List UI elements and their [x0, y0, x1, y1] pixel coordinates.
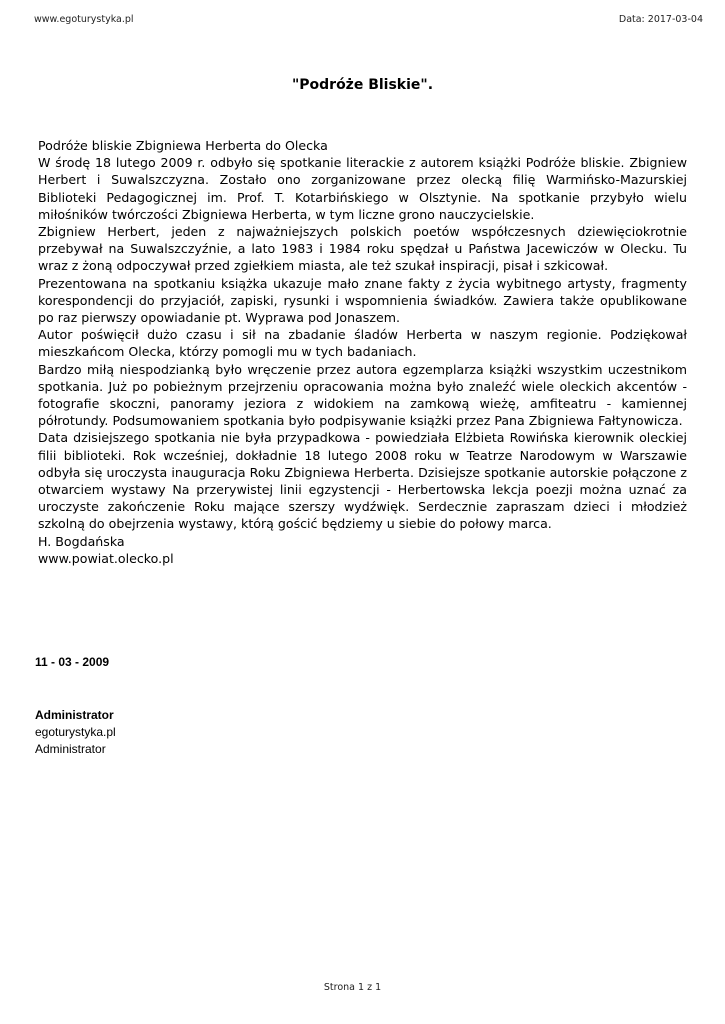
article-subtitle: Podróże bliskie Zbigniewa Herberta do Olecka [38, 138, 328, 153]
article-paragraph: Bardzo miłą niespodzianką było wręczenie przez autora egzemplarza książki wszystkim uczestnikom spotkania. Już po pobieżnym przejrzeniu opracowania można było znaleźć wiele oleckich akcentów - fotografie skoczni, panoramy jeziora z widokiem na zamkową wieżę, amfiteatru - kamiennej półrotundy. Podsumowaniem spotkania było podpisywanie książki przez Pana Zbigniewa Fałtynowicza. [38, 361, 687, 429]
article-paragraph: Zbigniew Herbert, jeden z najważniejszych polskich poetów współczesnych dziewięciokrotnie przebywał na Suwalszczyźnie, a lato 1983 i 1984 roku spędzał u Państwa Jacewiczów w Olecku. Tu wraz z żoną odpoczywał przed zgiełkiem miasta, ale też szukał inspiracji, pisał i szkicował. [38, 224, 687, 274]
header-date: Data: 2017-03-04 [618, 14, 703, 25]
article-paragraph: Data dzisiejszego spotkania nie była przypadkowa - powiedziała Elżbieta Rowińska kierownik oleckiej filii biblioteki. Rok wcześniej, dokładnie 18 lutego 2008 roku w Teatrze Narodowym w Warszawie odbyła się uroczysta inauguracja Roku Zbigniewa Herberta. Dzisiejsze spotkanie autorskie połączone z otwarciem wystawy Na przerywistej linii egzystencji - Herbertowska lekcja poezji można uznać za uroczyste zakończenie Roku mające szerszy wydźwięk. Serdecznie zapraszam dzieci i młodzież szkolną do obejrzenia wystawy, którą gościć będziemy u siebie do połowy marca. [38, 430, 687, 532]
author-site: egoturystyka.pl [35, 725, 116, 739]
article-body [38, 137, 687, 567]
author-block [35, 707, 116, 758]
header-site: www.egoturystyka.pl [34, 14, 134, 25]
author-role: Administrator [35, 742, 106, 756]
article-signature: H. Bogdańska [38, 533, 125, 549]
page-number: Strona 1 z 1 [323, 982, 382, 993]
article-source: www.powiat.olecko.pl [38, 550, 174, 566]
article-paragraph: Autor poświęcił dużo czasu i sił na zbadanie śladów Herberta w naszym regionie. Podziękował mieszkańcom Olecka, którzy pomogli mu w tych badaniach. [38, 327, 687, 360]
author-name: Administrator [35, 708, 114, 722]
article-paragraph: W środę 18 lutego 2009 r. odbyło się spotkanie literackie z autorem książki Podróże bliskie. Zbigniew Herbert i Suwalszczyzna. Zostało ono zorganizowane przez olecką filię Warmińsko-Mazurskiej Biblioteki Pedagogicznej im. Prof. T. Kotarbińskiego w Olsztynie. Na spotkanie przybyło wielu miłośników twórczości Zbigniewa Herberta, w tym liczne grono nauczycielskie. [38, 155, 687, 222]
page-title: "Podróże Bliskie". [291, 77, 434, 93]
article-paragraph: Prezentowana na spotkaniu książka ukazuje mało znane fakty z życia wybitnego artysty, fragmenty korespondencji do przyjaciół, zapiski, rysunki i wspomnienia świadków. Zawiera także opublikowane po raz pierwszy opowiadanie pt. Wyprawa pod Jonaszem. [38, 275, 687, 326]
publication-date: 11 - 03 - 2009 [35, 655, 110, 669]
